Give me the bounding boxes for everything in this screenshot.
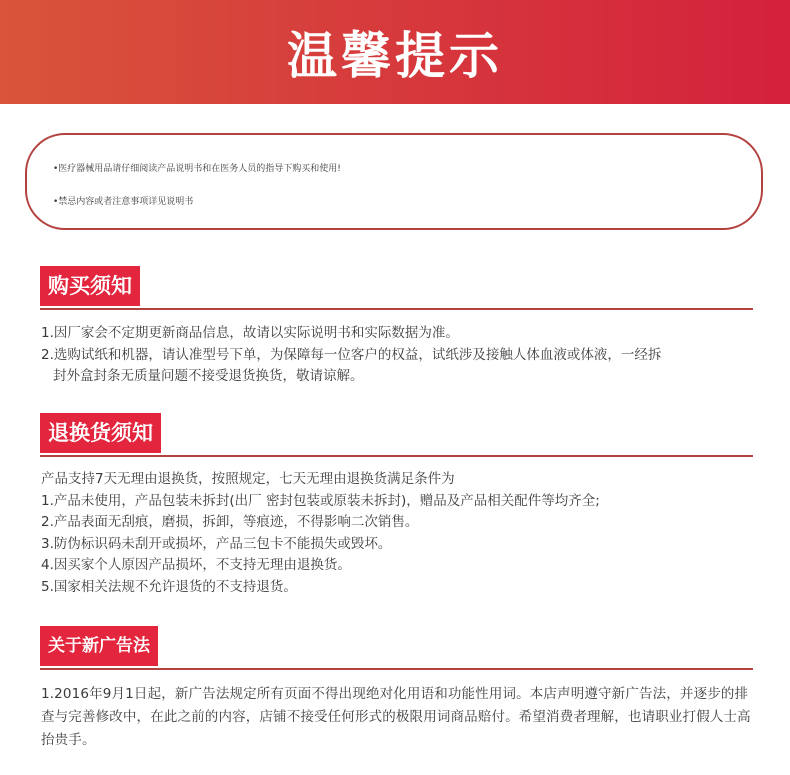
list-item: 封外盒封条无质量问题不接受退货换货，敬请谅解。 (53, 368, 364, 384)
header-banner (0, 0, 790, 104)
paragraph: 1.2016年9月1日起，新广告法规定所有页面不得出现绝对化用语和功能性用词。本店声明遵守新广告法，并逐步的排查与完善修改中，在此之前的内容，店铺不接受任何形式的极限用词商品赔付。希望消费者理解，也请职业打假人士高抬贵手。 (41, 686, 751, 748)
notice-line: •禁忌内容或者注意事项详见说明书 (53, 197, 194, 207)
section-divider (40, 455, 753, 457)
section-divider (40, 308, 753, 310)
list-item: 2.选购试纸和机器，请认准型号下单，为保障每一位客户的权益，试纸涉及接触人体血液或体液，一经拆 (41, 346, 662, 363)
list-item: 4.因买家个人原因产品损坏，不支持无理由退换货。 (41, 557, 351, 573)
list-item: 2.产品表面无刮痕，磨损，拆卸，等痕迹，不得影响二次销售。 (41, 514, 419, 530)
list-item: 5.国家相关法规不允许退货的不支持退货。 (41, 578, 297, 595)
section-adlaw-body (41, 683, 753, 752)
list-item: 1.产品未使用，产品包装未拆封(出厂 密封包装或原装未拆封)，赠品及产品相关配件等均齐全; (41, 492, 600, 509)
section-title: 关于新广告法 (40, 626, 158, 666)
section-returns-body (41, 469, 753, 598)
section-divider (40, 668, 753, 670)
page-title: 温馨提示 (287, 27, 503, 85)
list-item: 1.因厂家会不定期更新商品信息，故请以实际说明书和实际数据为准。 (41, 325, 459, 341)
section-title: 购买须知 (40, 266, 140, 306)
section-title: 退换货须知 (40, 413, 161, 453)
notice-line: •医疗器械用品请仔细阅读产品说明书和在医务人员的指导下购买和使用! (53, 164, 341, 174)
list-item: 产品支持7天无理由退换货，按照规定，七天无理由退换货满足条件为 (41, 471, 455, 487)
section-purchase-body (41, 323, 753, 388)
notice-box (25, 133, 763, 230)
list-item: 3.防伪标识码未刮开或损坏，产品三包卡不能损失或毁坏。 (41, 535, 392, 552)
